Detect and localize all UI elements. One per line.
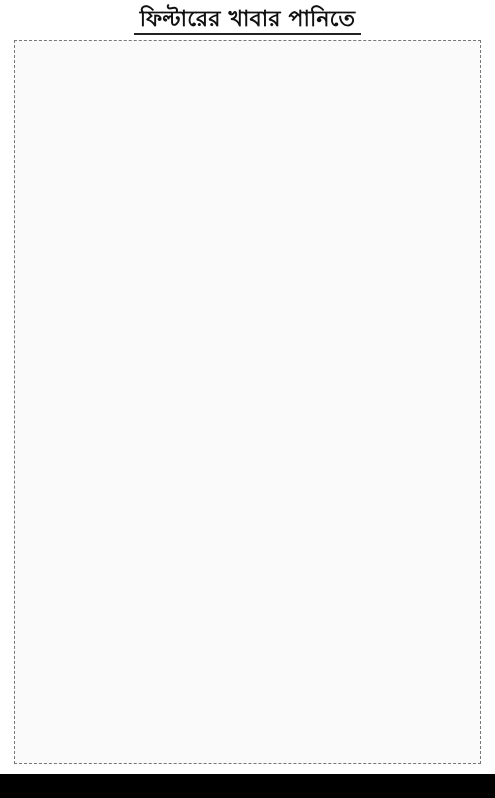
article-body — [14, 40, 481, 764]
bottom-black-bar — [0, 774, 495, 798]
article-headline: ফিল্টারের খাবার পানিতে — [134, 9, 361, 35]
article-body-container — [10, 40, 485, 764]
headline-container — [10, 8, 485, 36]
